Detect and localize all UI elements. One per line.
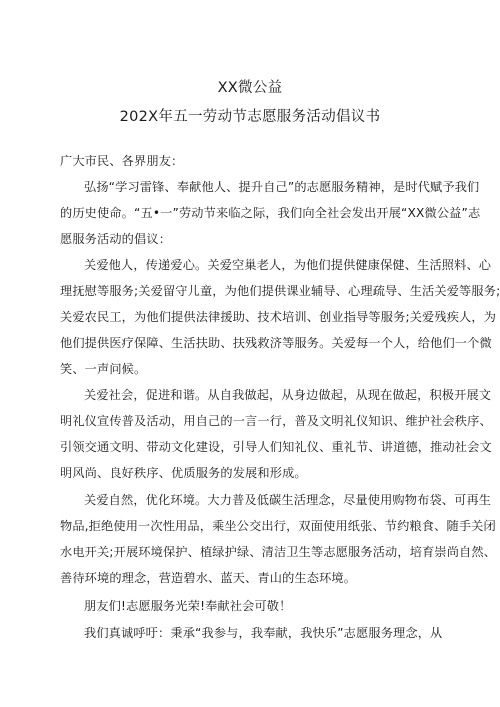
greeting: 广大市民、各界朋友： <box>60 154 184 168</box>
paragraph-4-line-4: 善待环境的理念，营造碧水、蓝天、青山的生态环境。 <box>60 571 357 585</box>
paragraph-4-line-1: 关爱自然，优化环境。大力普及低碳生活理念，尽量使用购物布袋、可再生 <box>84 493 492 507</box>
paragraph-2-line-2: 理抚慰等服务;关爱留守儿童，为他们提供课业辅导、心理疏导、生活关爱等服务; <box>60 284 500 298</box>
paragraph-2-line-5: 笑、一声问候。 <box>60 362 147 376</box>
paragraph-2-line-4: 他们提供医疗保障、生活扶助、扶残救济等服务。关爱每一个人，给他们一个微 <box>60 336 492 350</box>
paragraph-3-line-1: 关爱社会，促进和谐。从自我做起，从身边做起，从现在做起，积极开展文 <box>84 388 492 402</box>
paragraph-2-line-1: 关爱他人，传递爱心。关爱空巢老人，为他们提供健康保健、生活照料、心 <box>84 258 492 272</box>
paragraph-3-line-3: 引领交通文明、带动文化建设，引导人们知礼仪、重礼节、讲道德，推动社会文 <box>60 440 492 454</box>
paragraph-6-line-1: 我们真诚呼吁：秉承“我参与，我奉献，我快乐”志愿服务理念，从 <box>84 626 443 640</box>
paragraph-5-line-1: 朋友们!志愿服务光荣!奉献社会可敬！ <box>84 599 292 613</box>
paragraph-1-line-3: 愿服务活动的倡议： <box>60 232 172 246</box>
paragraph-4-line-2: 物品,拒绝使用一次性用品，乘坐公交出行，双面使用纸张、节约粮食、随手关闭 <box>60 519 496 533</box>
paragraph-4-line-3: 水电开关;开展环境保护、植绿护绿、清洁卫生等志愿服务活动，培育崇尚自然、 <box>60 545 497 559</box>
document-title-org: XX微公益 <box>217 80 283 96</box>
paragraph-3-line-4: 明风尚、良好秩序、优质服务的发展和形成。 <box>60 466 307 480</box>
paragraph-2-line-3: 关爱农民工，为他们提供法律援助、技术培训、创业指导等服务;关爱残疾人，为 <box>60 310 497 324</box>
paragraph-1-line-1: 弘扬“学习雷锋、奉献他人、提升自己”的志愿服务精神，是时代赋予我们 <box>84 180 480 194</box>
document-title-main: 202X年五一劳动节志愿服务活动倡议书 <box>119 109 381 125</box>
paragraph-1-line-2: 的历史使命。“五•一”劳动节来临之际，我们向全社会发出开展“XX微公益”志 <box>60 206 481 220</box>
paragraph-3-line-2: 明礼仪宣传普及活动，用自己的一言一行，普及文明礼仪知识、维护社会秩序、 <box>60 414 492 428</box>
